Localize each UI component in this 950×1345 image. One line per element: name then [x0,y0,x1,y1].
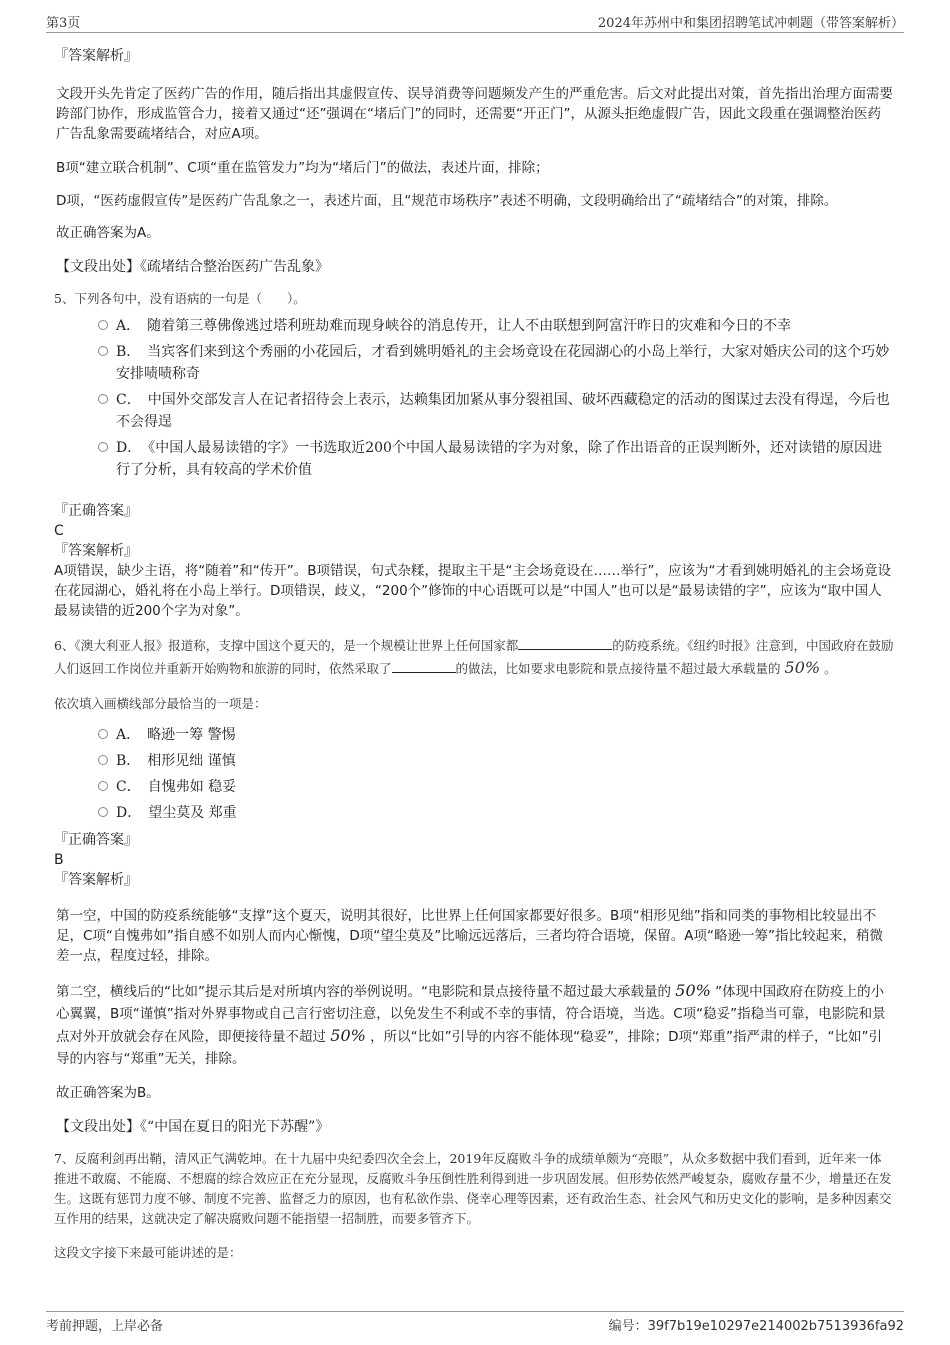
q5-option-b[interactable] [56,341,894,385]
q4-analysis-label: 『答案解析』 [54,48,138,64]
radio-button[interactable] [98,807,108,817]
footer-slogan: 考前押题，上岸必备 [46,1319,164,1334]
q5-analysis-label: 『答案解析』 [54,543,138,559]
radio-button[interactable] [98,781,108,791]
q6-analysis-p2 [56,980,894,1070]
percent-value: 50% [330,1026,366,1045]
q5-stem: 5、下列各句中，没有语病的一句是（ ）。 [54,291,306,306]
option-label: A． [116,727,134,743]
option-text: 自愧弗如 稳妥 [147,779,237,795]
page-number: 第3页 [46,16,81,31]
q7-prompt: 这段文字接下来最可能讲述的是： [54,1245,242,1260]
option-label: B． [116,344,134,360]
q6-stem-part2: 的防疫系统。《纽约时报》注意到，中国政府在鼓励人们返回工作岗位并重新开始购物和旅游的同时，依然采取了 [54,638,894,676]
option-text: 中国外交部发言人在记者招待会上表示，达赖集团加紧从事分裂祖国、破坏西藏稳定的活动的图谋过去没有得逞，今后也不会得逞 [116,392,890,430]
option-text: 略逊一筹 警惕 [147,727,236,743]
q4-answer: 故正确答案为A。 [56,225,160,241]
q6-stem-part4: 。 [824,661,837,676]
q4-source: 【文段出处】《疏堵结合整治医药广告乱象》 [56,259,329,275]
q5-correct-answer: C [54,523,64,539]
percent-value: 50% [675,981,711,1000]
q6-correct-label: 『正确答案』 [54,832,138,848]
q6-stem [54,635,894,680]
option-text: 当宾客们来到这个秀丽的小花园后，才看到姚明婚礼的主会场竟设在花园湖心的小岛上举行，大家对婚庆公司的这个巧妙安排啧啧称奇 [116,344,890,382]
option-text: 望尘莫及 郑重 [148,805,237,821]
radio-button[interactable] [98,755,108,765]
q6-analysis-p2-part3: ，所以“比如”引导的内容不能体现“稳妥”，排除；D项“郑重”指严肃的样子，“比如”引导的内容与“郑重”无关，排除。 [56,1029,883,1067]
page-content [56,40,894,1263]
document-title: 2024年苏州中和集团招聘笔试冲刺题（带答案解析） [597,16,904,31]
code-value: 39f7b19e10297e214002b7513936fa92 [647,1319,904,1334]
q6-option-c[interactable] [56,776,894,798]
option-label: B． [116,753,134,769]
q6-answer: 故正确答案为B。 [56,1085,160,1101]
q6-options [56,724,894,824]
q5-option-a[interactable] [56,315,894,337]
blank-1 [518,635,612,650]
percent-value: 50% [784,658,821,677]
q6-option-b[interactable] [56,750,894,772]
q5-option-c[interactable] [56,389,894,433]
q6-source: 【文段出处】《“中国在夏日的阳光下苏醒”》 [56,1119,330,1135]
q6-option-a[interactable] [56,724,894,746]
option-label: A． [116,318,134,334]
option-label: D． [116,440,135,456]
page-footer [46,1311,904,1336]
option-text: 相形见绌 谨慎 [147,753,236,769]
q4-analysis-p1: 文段开头先肯定了医药广告的作用，随后指出其虚假宣传、误导消费等问题频发产生的严重危害。后文对此提出对策，首先指出治理方面需要跨部门协作，形成监管合力，接着又通过“还”强调在“堵后门”的同时，还需要“开正门”，从源头拒绝虚假广告，因此文段重在强调整治医药广告乱象需要疏堵结合，对应A项。 [56,86,893,142]
q6-correct-answer: B [54,852,64,868]
page-header [46,10,904,33]
radio-button[interactable] [98,320,108,330]
q5-option-d[interactable] [56,437,894,481]
q7-stem: 7、反腐利剑再出鞘，清风正气满乾坤。在十九届中央纪委四次全会上，2019年反腐败斗争的成绩单颇为“亮眼”，从众多数据中我们看到，近年来一体推进不敢腐、不能腐、不想腐的综合效应正在充分显现，反腐败斗争压倒性胜利得到进一步巩固发展。但形势依然严峻复杂，腐败存量不少，增量还在发生。这既有惩罚力度不够、制度不完善、监督乏力的原因，也有私欲作祟、侥幸心理等因素，还有政治生态、社会风气和历史文化的影响，是多种因素交互作用的结果，这就决定了解决腐败问题不能指望一招制胜，而要多管齐下。 [54,1151,892,1226]
option-text: 随着第三尊佛像逃过塔利班劫难而现身峡谷的消息传开，让人不由联想到阿富汗昨日的灾难和今日的不幸 [147,318,792,334]
radio-button[interactable] [98,442,108,452]
q6-stem-part1: 6、《澳大利亚人报》报道称，支撑中国这个夏天的，是一个规模让世界上任何国家都 [54,638,519,653]
option-text: 《中国人最易读错的字》一书选取近200个中国人最易读错的字为对象，除了作出语音的正误判断外，还对读错的原因进行了分析，具有较高的学术价值 [116,440,882,478]
option-label: D． [116,805,135,821]
radio-button[interactable] [98,394,108,404]
q5-analysis: A项错误，缺少主语，将“随着”和“传开”。B项错误，句式杂糅，提取主干是“主会场竟设在……举行”，应该为“才看到姚明婚礼的主会场竟设在花园湖心，婚礼将在小岛上举行。D项错误，歧义，“200个”修饰的中心语既可以是“中国人”也可以是“最易读错的字”，应该为“取中国人最易读错的近200个字为对象”。 [54,563,891,619]
blank-2 [392,658,456,673]
q5-correct-label: 『正确答案』 [54,503,138,519]
radio-button[interactable] [98,346,108,356]
q6-analysis-p2-part1: 第二空，横线后的“比如”提示其后是对所填内容的举例说明。“电影院和景点接待量不超过最大承载量的 [56,984,671,1000]
radio-button[interactable] [98,729,108,739]
document-code [609,1315,904,1334]
option-label: C． [116,779,134,795]
q6-analysis-label: 『答案解析』 [54,872,138,888]
q6-option-d[interactable] [56,802,894,824]
code-label: 编号： [608,1319,648,1334]
q4-analysis-p3: D项，“医药虚假宣传”是医药广告乱象之一，表述片面，且“规范市场秩序”表述不明确，文段明确给出了“疏堵结合”的对策，排除。 [56,193,838,209]
q5-options [56,315,894,481]
q6-analysis-p2-part2: ”体现中国政府在防疫上的小心翼翼，B项“谨慎”指对外界事物或自己言行密切注意，以免发生不利或不幸的事情，符合语境，当选。C项“稳妥”指稳当可靠，电影院和景点对外开放就会存在风险，即便接待量不超过 [56,984,886,1045]
q6-prompt: 依次填入画横线部分最恰当的一项是： [54,696,267,711]
q4-analysis-p2: B项“建立联合机制”、C项“重在监管发力”均为“堵后门”的做法，表述片面，排除； [56,160,549,176]
q6-analysis-p1: 第一空，中国的防疫系统能够“支撑”这个夏天，说明其很好，比世界上任何国家都要好很多。B项“相形见绌”指和同类的事物相比较显出不足，C项“自愧弗如”指自感不如别人而内心惭愧，D项“望尘莫及”比喻远远落后，三者均符合语境，保留。A项“略逊一筹”指比较起来，稍微差一点，程度过轻，排除。 [56,908,884,964]
option-label: C． [116,392,134,408]
q6-stem-part3: 的做法，比如要求电影院和景点接待量不超过最大承载量的 [455,661,781,676]
